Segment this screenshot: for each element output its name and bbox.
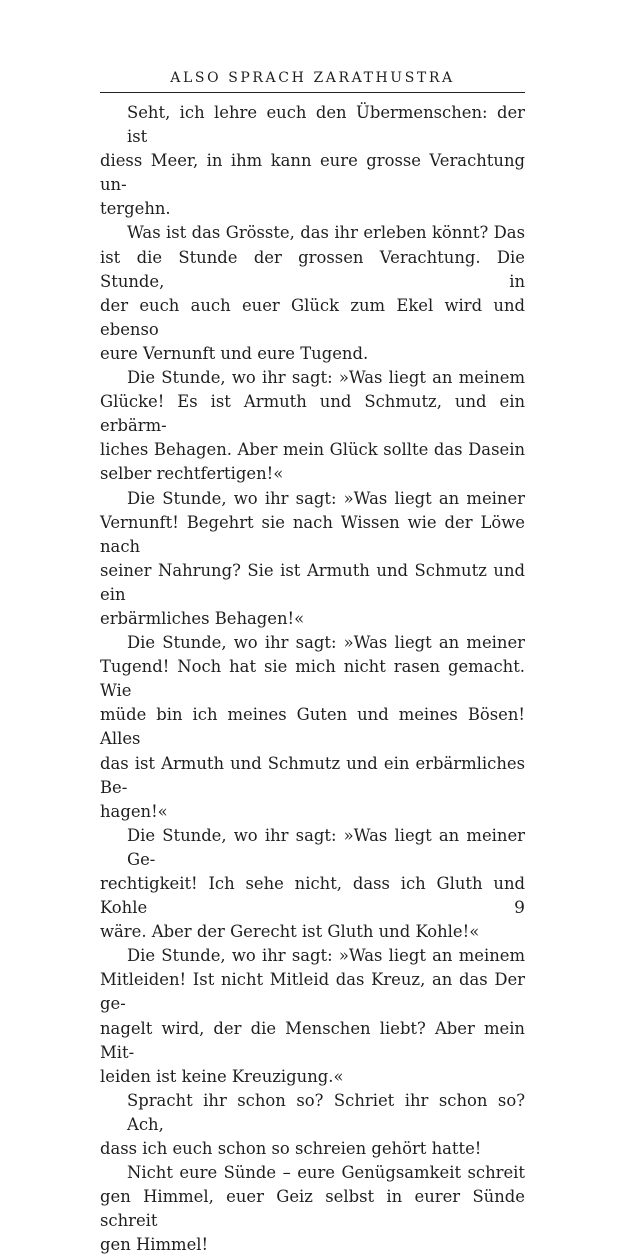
text-line: eure Vernunft und eure Tugend.	[100, 343, 369, 363]
text-line: nagelt wird, der die Menschen liebt? Aber mein Mit-	[100, 1018, 525, 1062]
text-line: hagen!«	[100, 801, 168, 821]
text-line: Mitleiden! Ist nicht Mitleid das Kreuz, an das Der ge-	[100, 970, 525, 1014]
paragraph	[100, 101, 525, 221]
text-line: müde bin ich meines Guten und meines Bösen! Alles	[100, 705, 525, 749]
paragraph	[100, 1089, 525, 1161]
text-line: liches Behagen. Aber mein Glück sollte das Dasein	[100, 440, 525, 460]
text-line: dass ich euch schon so schreien gehört hatte!	[100, 1139, 482, 1159]
paragraph	[100, 366, 525, 486]
text-line: selber rechtfertigen!«	[100, 464, 284, 484]
paragraph	[100, 944, 525, 1089]
paragraph	[100, 824, 525, 944]
text-line: Die Stunde, wo ihr sagt: »Was liegt an meiner	[127, 488, 525, 508]
paragraph	[100, 221, 525, 366]
text-line: Was ist das Grösste, das ihr erleben könnt? Das	[127, 223, 525, 243]
page-number: 9	[514, 898, 525, 918]
text-line: erbärmliches Behagen!«	[100, 608, 305, 628]
text-line: Die Stunde, wo ihr sagt: »Was liegt an meinem	[127, 368, 525, 388]
text-line: Die Stunde, wo ihr sagt: »Was liegt an meiner	[127, 633, 525, 653]
running-head: ALSO SPRACH ZARATHUSTRA	[100, 70, 525, 93]
text-line: Glücke! Es ist Armuth und Schmutz, und ein erbärm-	[100, 392, 525, 436]
text-line: Vernunft! Begehrt sie nach Wissen wie der Löwe nach	[100, 512, 525, 556]
text-line: Nicht eure Sünde – eure Genügsamkeit schreit	[127, 1163, 525, 1183]
text-line: gen Himmel, euer Geiz selbst in eurer Sünde schreit	[100, 1187, 525, 1231]
text-line: leiden ist keine Kreuzigung.«	[100, 1066, 344, 1086]
text-line: Die Stunde, wo ihr sagt: »Was liegt an meinem	[127, 946, 525, 966]
text-line: rechtigkeit! Ich sehe nicht, dass ich Gluth und Kohle	[100, 874, 525, 918]
text-line: gen Himmel!	[100, 1235, 209, 1255]
text-line: Die Stunde, wo ihr sagt: »Was liegt an meiner Ge-	[127, 825, 525, 869]
paragraph	[100, 631, 525, 824]
text-line: wäre. Aber der Gerecht ist Gluth und Kohle!«	[100, 922, 480, 942]
paragraph	[100, 1161, 525, 1257]
text-line: das ist Armuth und Schmutz und ein erbärmliches Be-	[100, 753, 525, 797]
text-line: Seht, ich lehre euch den Übermenschen: der ist	[127, 103, 525, 147]
text-line: Spracht ihr schon so? Schriet ihr schon so? Ach,	[127, 1090, 525, 1134]
body-text	[100, 101, 525, 1258]
text-line: ist die Stunde der grossen Verachtung. Die Stunde, in	[100, 247, 525, 291]
paragraph	[100, 487, 525, 632]
text-line: tergehn.	[100, 199, 171, 219]
text-line: der euch auch euer Glück zum Ekel wird und ebenso	[100, 295, 525, 339]
text-line: Tugend! Noch hat sie mich nicht rasen gemacht. Wie	[100, 657, 525, 701]
text-line: seiner Nahrung? Sie ist Armuth und Schmutz und ein	[100, 560, 525, 604]
text-line: diess Meer, in ihm kann eure grosse Verachtung un-	[100, 151, 525, 195]
